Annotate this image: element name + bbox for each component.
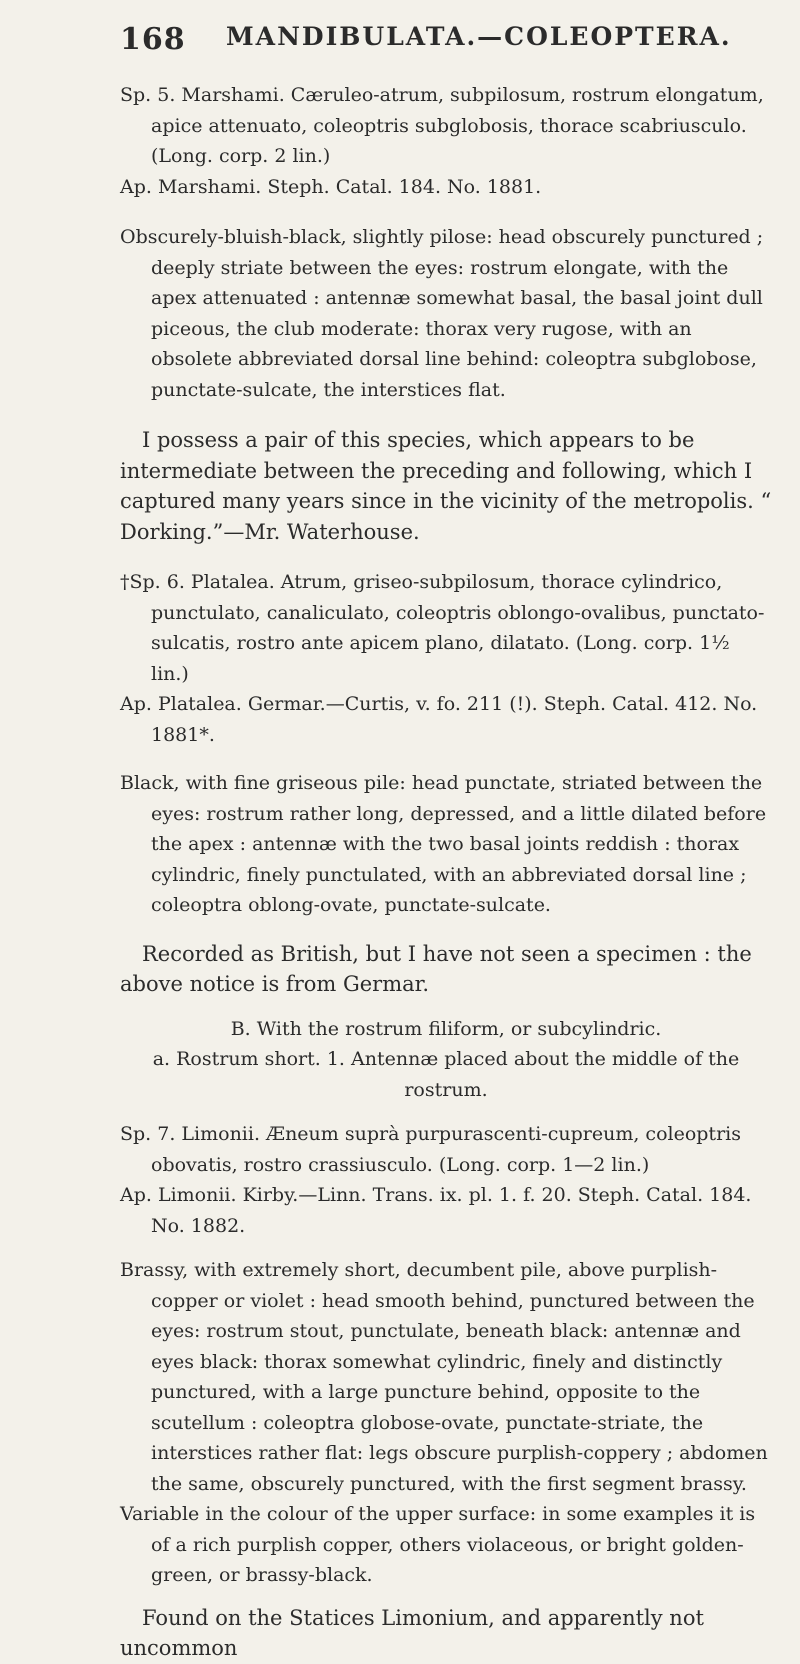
species-6-diagnosis: †Sp. 6. Platalea. Atrum, griseo-subpilosum, thorace cylindrico, punctulato, canaliculato, coleoptris oblongo-ovalibus, punctato-sulcatis, rostro ante apicem plano, dilatato. (Long. corp. 1½ lin.) <box>120 571 765 685</box>
section-a-subheading: a. Rostrum short. 1. Antennæ placed about the middle of the rostrum. <box>152 1048 740 1101</box>
species-7-diagnosis: Sp. 7. Limonii. Æneum suprà purpurascenti-cupreum, coleoptris obovatis, rostro crassiusculo. (Long. corp. 1—2 lin.) <box>120 1123 741 1176</box>
species-7-description: Brassy, with extremely short, decumbent pile, above purplish-copper or violet : head smooth behind, punctured between the eyes: rostrum stout, punctulate, beneath black: antennæ and eyes black: thorax somewhat cylindric, finely and distinctly punctured, with a large puncture behind, opposite to the scutellum : coleoptra globose-ovate, punctate-striate, the interstices rather flat: legs obscure purplish-coppery ; abdomen the same, obscurely punctured, with the first segment brassy. <box>120 1259 768 1495</box>
species-7-reference: Ap. Limonii. Kirby.—Linn. Trans. ix. pl. 1. f. 20. Steph. Catal. 184. No. 1882. <box>120 1184 752 1237</box>
section-b-heading: B. With the rostrum filiform, or subcylindric. <box>230 1017 662 1040</box>
species-6-reference: Ap. Platalea. Germar.—Curtis, v. fo. 211 (!). Steph. Catal. 412. No. 1881*. <box>120 693 758 746</box>
species-5-note: I possess a pair of this species, which appears to be intermediate between the preceding and following, which I captured many years since in the vicinity of the metropolis. “ Dorking.”—Mr. Waterhouse. <box>120 428 772 544</box>
species-5-description: Obscurely-bluish-black, slightly pilose: head obscurely punctured ; deeply striate between the eyes: rostrum elongate, with the apex attenuated : antennæ somewhat basal, the basal joint dull piceous, the club moderate: thorax very rugose, with an obsolete abbreviated dorsal line behind: coleoptra subglobose, punctate-sulcate, the interstices flat. <box>120 226 764 401</box>
species-7-habitat: Found on the Statices Limonium, and apparently not uncommon <box>120 1605 704 1660</box>
species-6-note: Recorded as British, but I have not seen a specimen : the above notice is from Germar. <box>120 941 752 996</box>
species-7-variation: Variable in the colour of the upper surface: in some examples it is of a rich purplish copper, others violaceous, or bright golden-green, or brassy-black. <box>120 1503 756 1586</box>
species-5-reference: Ap. Marshami. Steph. Catal. 184. No. 1881. <box>120 175 542 198</box>
page-number: 168 <box>120 22 186 57</box>
species-5-diagnosis: Sp. 5. Marshami. Cæruleo-atrum, subpilosum, rostrum elongatum, apice attenuato, coleoptris subglobosis, thorace scabriusculo. (Long. corp. 2 lin.) <box>120 84 764 167</box>
running-title: MANDIBULATA.—COLEOPTERA. <box>226 22 732 51</box>
page-header <box>120 22 740 66</box>
species-6-description: Black, with fine griseous pile: head punctate, striated between the eyes: rostrum rather long, depressed, and a little dilated before the apex : antennæ with the two basal joints reddish : thorax cylindric, finely punctulated, with an abbreviated dorsal line ; coleoptra oblong-ovate, punctate-sulcate. <box>120 772 767 916</box>
page-body <box>120 80 772 1664</box>
